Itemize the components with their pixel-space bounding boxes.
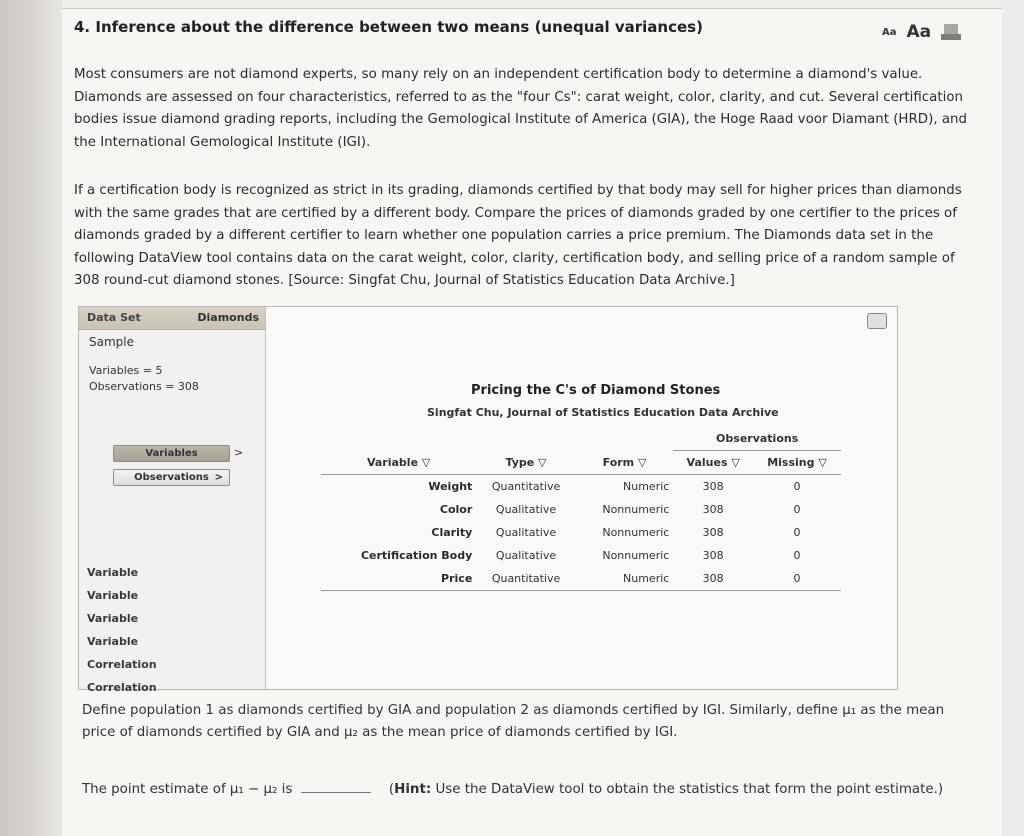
form-cell: Numeric [576,567,674,591]
analysis-item-variable[interactable]: Variable [87,612,139,625]
context-paragraph: If a certification body is recognized as strict in its grading, diamonds certified by that body may sell for higher prices than diamonds with the same grades that are certified by a different body. Compare the prices of diamonds graded by one certifier to the prices of diamonds graded by a different certifier to learn whether one population carries a price premium. The Diamonds data set in the following DataView tool contains data on the carat weight, color, clarity, certification body, and selling price of a random sample of 308 round-cut diamond stones. [Source: Singfat Chu, Journal of Statistics Education Data Archive.] [74,183,962,288]
hint-body: Use the DataView tool to obtain the statistics that form the point estimate.) [435,782,944,797]
type-cell: Quantitative [491,480,561,493]
analysis-item-variable[interactable]: Variable [87,635,139,648]
dataset-tab[interactable] [79,307,265,330]
column-header-variable[interactable]: Variable ▽ [321,451,476,475]
point-estimate-label: The point estimate of μ₁ − μ₂ is [82,782,293,797]
hint-label: Hint: [394,782,432,797]
sample-label: Sample [89,335,134,349]
print-icon[interactable] [941,22,963,42]
form-cell: Nonnumeric [602,549,670,562]
table-row [321,544,841,567]
form-cell: Nonnumeric [602,503,670,516]
variable-cell[interactable]: Clarity [431,526,473,539]
dataview-print-icon[interactable] [867,313,887,329]
variables-table [321,427,841,591]
missing-cell: 0 [793,526,801,539]
type-cell: Qualitative [495,503,557,516]
dataview-tool [78,306,898,694]
table-row [321,498,841,521]
missing-cell: 0 [753,567,841,591]
point-estimate-answer-field[interactable] [301,780,371,793]
missing-cell: 0 [793,503,801,516]
observations-header: Observations [673,427,841,451]
table-row [321,475,841,499]
table-row [321,521,841,544]
point-estimate-prompt [82,780,982,797]
question-page [62,0,1002,836]
values-cell: 308 [702,549,724,562]
table-row [321,567,841,591]
dataset-name: Diamonds [197,311,259,324]
column-header-form[interactable]: Form ▽ [576,451,674,475]
missing-cell: 0 [793,549,801,562]
question-title: 4. Inference about the difference between two means (unequal variances) [74,18,703,36]
analysis-item-variable[interactable]: Variable [87,589,139,602]
hint-open-paren: ( [388,782,395,797]
intro-paragraph: Most consumers are not diamond experts, so many rely on an independent certification body to determine a diamond's value. Diamonds are assessed on four characteristics, referred to as the "four Cs": carat weight, color, clarity, and cut. Several certification bodies issue diamond grading reports, including the Gemological Institute of America (GIA), the Hoge Raad voor Diamant (HRD), and the International Gemological Institute (IGI). [74,67,968,150]
observations-button[interactable] [113,469,230,486]
values-cell: 308 [673,567,753,591]
dataview-sidebar [79,307,266,694]
values-cell: 308 [702,503,724,516]
column-header-missing[interactable]: Missing ▽ [753,451,841,475]
hint-text [389,782,943,797]
variable-cell[interactable]: Color [439,503,473,516]
increase-font-button[interactable]: Aa [906,22,932,42]
type-cell: Qualitative [495,526,557,539]
dataview-subtitle: Singfat Chu, Journal of Statistics Education Data Archive [427,406,779,419]
observations-arrow-icon: > [214,472,223,483]
population-definition: Define population 1 as diamonds certified by GIA and population 2 as diamonds certified by IGI. Similarly, define μ₁ as the mean price of diamonds certified by GIA and μ₂ as the mean price of diamonds certified by IGI. [82,703,945,740]
dataset-meta [89,363,199,395]
analysis-item-correlation[interactable]: Correlation [87,658,157,671]
column-header-values[interactable]: Values ▽ [673,451,753,475]
form-cell: Nonnumeric [602,526,670,539]
decrease-font-button[interactable]: Aa [882,26,897,38]
values-cell: 308 [702,526,724,539]
column-header-type[interactable]: Type ▽ [476,451,575,475]
font-controls [882,22,963,42]
top-bar [62,0,1002,9]
variables-arrow-icon: > [234,446,244,459]
analysis-list [87,561,157,699]
dataset-label: Data Set [87,311,141,324]
analysis-item-correlation[interactable]: Correlation [87,681,157,694]
missing-cell: 0 [793,480,801,493]
variables-count: Variables = 5 [89,364,163,377]
form-cell: Numeric [623,480,670,493]
variables-button[interactable]: Variables [113,445,230,462]
type-cell: Quantitative [476,567,575,591]
values-cell: 308 [702,480,724,493]
dataview-title: Pricing the C's of Diamond Stones [471,383,721,398]
observations-button-label: Observations [134,472,209,483]
observations-count: Observations = 308 [89,380,199,393]
variable-cell[interactable]: Weight [428,480,473,493]
variable-cell[interactable]: Certification Body [360,549,473,562]
type-cell: Qualitative [495,549,557,562]
variable-cell[interactable]: Price [321,567,476,591]
analysis-item-variable[interactable]: Variable [87,566,139,579]
